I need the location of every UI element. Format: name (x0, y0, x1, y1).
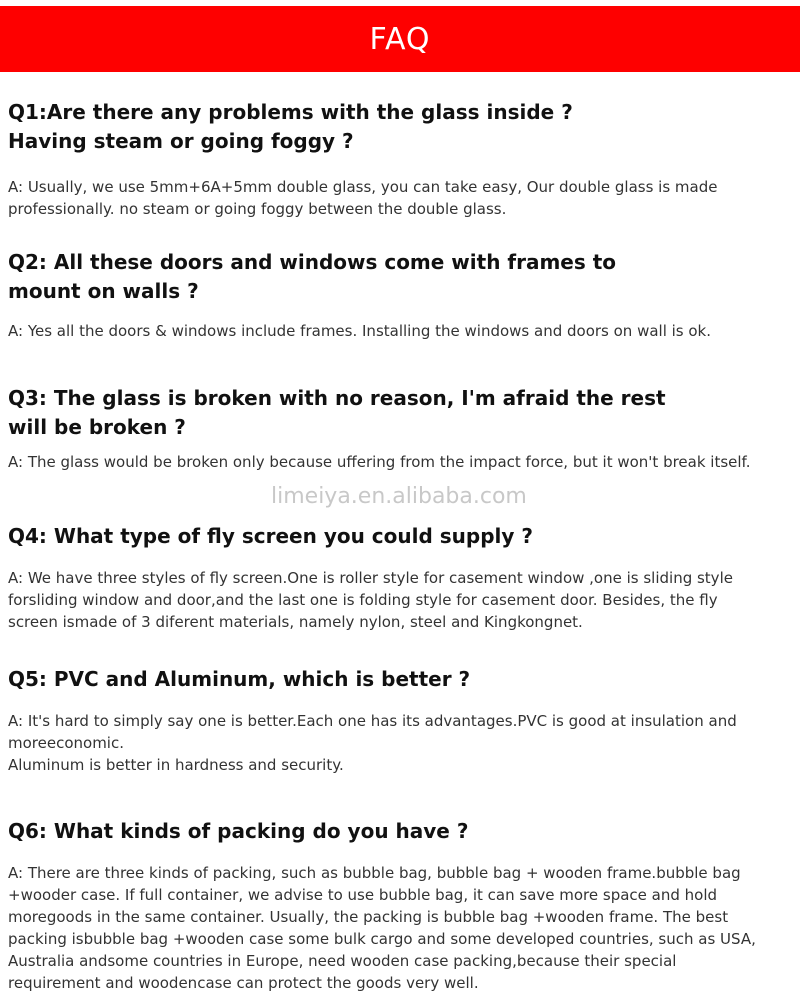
answer-4 (8, 567, 794, 633)
answer-line: forsliding window and door,and the last one is folding style for casement door. Besides, the fly (8, 591, 718, 609)
question-line: Q1:Are there any problems with the glass inside ? (8, 100, 573, 124)
answer-line: Aluminum is better in hardness and security. (8, 756, 344, 774)
answer-line: screen ismade of 3 diferent materials, namely nylon, steel and Kingkongnet. (8, 613, 583, 631)
answer-2 (8, 320, 794, 342)
question-line: Q5: PVC and Aluminum, which is better ? (8, 667, 471, 691)
answer-line: moregoods in the same container. Usually, the packing is bubble bag +wooden frame. The best (8, 908, 729, 926)
answer-line: A: Yes all the doors & windows include frames. Installing the windows and doors on wall is ok. (8, 322, 712, 340)
answer-line: moreeconomic. (8, 734, 124, 752)
question-6 (8, 817, 794, 846)
faq-item-5 (8, 665, 794, 817)
answer-6 (8, 862, 794, 994)
answer-line: +wooder case. If full container, we advise to use bubble bag, it can save more space and hold (8, 886, 718, 904)
answer-line: A: There are three kinds of packing, such as bubble bag, bubble bag + wooden frame.bubble bag (8, 864, 741, 882)
answer-line: A: It's hard to simply say one is better.Each one has its advantages.PVC is good at insulation and (8, 712, 737, 730)
answer-1 (8, 176, 794, 220)
watermark-text: limeiya.en.alibaba.com (271, 484, 527, 509)
question-line: Q4: What type of fly screen you could supply ? (8, 524, 533, 548)
question-3 (8, 384, 794, 442)
answer-line: requirement and woodencase can protect the goods very well. (8, 974, 479, 992)
question-line: Having steam or going foggy ? (8, 129, 354, 153)
answer-line: professionally. no steam or going foggy between the double glass. (8, 200, 507, 218)
faq-banner (0, 6, 800, 72)
faq-list (8, 98, 794, 994)
question-1 (8, 98, 794, 156)
answer-3 (8, 451, 794, 473)
question-4 (8, 522, 794, 551)
answer-5 (8, 710, 794, 776)
faq-item-3 (8, 384, 794, 474)
question-line: will be broken ? (8, 415, 186, 439)
question-line: Q2: All these doors and windows come with frames to (8, 250, 617, 274)
faq-item-6 (8, 817, 794, 994)
faq-item-2 (8, 248, 794, 384)
question-line: mount on walls ? (8, 279, 199, 303)
question-2 (8, 248, 794, 306)
question-5 (8, 665, 794, 694)
question-line: Q6: What kinds of packing do you have ? (8, 819, 469, 843)
answer-line: packing isbubble bag +wooden case some bulk cargo and some developed countries, such as USA, (8, 930, 756, 948)
faq-item-4 (8, 522, 794, 665)
page-title: FAQ (369, 21, 431, 57)
question-line: Q3: The glass is broken with no reason, I'm afraid the rest (8, 386, 666, 410)
answer-line: A: We have three styles of fly screen.One is roller style for casement window ,one is sliding style (8, 569, 733, 587)
answer-line: A: Usually, we use 5mm+6A+5mm double glass, you can take easy, Our double glass is made (8, 178, 718, 196)
answer-line: A: The glass would be broken only because uffering from the impact force, but it won't break itself. (8, 453, 751, 471)
faq-item-1 (8, 98, 794, 248)
answer-line: Australia andsome countries in Europe, need wooden case packing,because their special (8, 952, 677, 970)
